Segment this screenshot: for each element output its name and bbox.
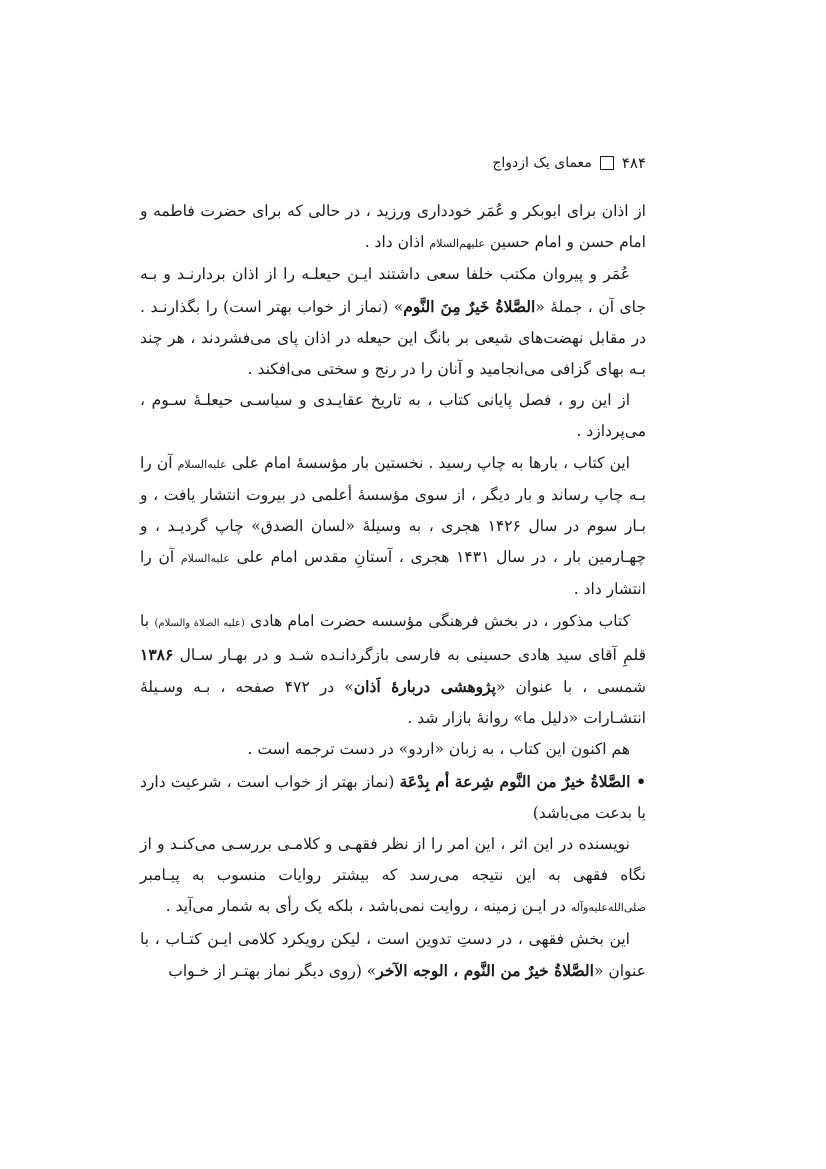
paragraph-p3 [140,385,646,447]
text-run: این کتاب ، بارها به چاپ رسید . نخستین بار مؤسسهٔ امام علی [226,453,630,472]
text-run: » در ۴۷۲ صفحه ، بـه وسـیلهٔ انتشـارات «دلیل ما» روانهٔ بازار شد . [140,678,646,728]
text-run: الصَّلاةُ خيرٌ من النَّوم ، الوجه الآخر [376,960,594,980]
paragraph-p5 [140,606,646,735]
paragraph-p8 [140,829,646,924]
paragraph-p4 [140,448,646,606]
text-run: از اذان برای ابوبکر و عُمَر خودداری ورزید ، در حالی که برای حضرت فاطمه و امام حسن و امام حسین [140,202,646,252]
body-text [140,196,646,987]
paragraph-p9 [140,924,646,987]
running-title: معمای یک ازدواج [492,155,592,171]
text-run: عُمَر و پیروان مکتب خلفا سعی داشتند ایـن حیعلـه را از اذان بردارنـد و بـه جای آن ، جملهٔ « [140,265,646,316]
running-header [140,148,646,178]
text-run: آن را بـه چاپ رساند و بار دیگر ، از سوی مؤسسهٔ أعلمی در بیروت انتشار یافت ، و بـار سوم در سال ۱۴۲۶ هجری ، به وسیلهٔ «لسان الصدق» چاپ گردیـد ، و چهـارمین بار ، در سال ۱۴۳۱ هجری ، آستانِ مقدس امام علی [140,453,646,567]
text-run: صلی‌الله‌علیه‌وآله [570,901,646,915]
text-run: ۱۳۸۶ [140,644,174,664]
text-run: پژوهشی دربارهٔ اَذان [353,677,496,697]
text-run: اذان داد . [364,233,430,252]
text-run: آن را انتشار داد . [140,548,646,599]
text-run: علیهم‌السلام [429,237,485,251]
paragraph-p2 [140,259,646,385]
text-run: با قلمِ آقای سید هادی حسینی به فارسی بازگردانـده شـد و در بهـار سـال [140,611,646,664]
text-run: این بخش فقهی ، در دستِ تدوین است ، لیکن رویکرد کلامی ایـن کتـاب ، با عنوان « [140,929,646,980]
text-run: کتاب مذکور ، در بخش فرهنگی مؤسسه حضرت امام هادی [244,611,630,630]
text-run: هم اکنون این کتاب ، به زبان «اردو» در دست ترجمه است . [247,740,630,759]
text-run: الصَّلاةُ خَيرٌ مِنَ النَّوم [403,296,536,316]
text-run: در ایـن زمینه ، روایت نمی‌باشد ، بلکه یک رأی به شمار می‌آید . [165,897,571,916]
text-run: از این رو ، فصل پایانی کتاب ، به تاریخ عقایـدی و سیاسـی حیعلـهٔ سـوم ، می‌پردازد . [140,391,646,441]
text-run: » (روی دیگر نماز بهتـر از خـواب [168,961,377,980]
paragraph-p7 [140,766,646,829]
square-outline-icon [600,156,614,170]
page-number: ۴۸۴ [621,154,646,172]
paragraph-p1 [140,196,646,259]
text-run: (نماز بهتر از خواب است ، شرعیت دارد یا بدعت می‌باشد) [140,772,646,822]
paragraph-p6 [140,734,646,765]
text-run: (علیه الصلاة والسلام) [154,617,245,629]
text-run: علیه‌السلام [177,457,227,471]
text-run: • الصَّلاةُ خيرٌ من النَّوم شِرعة أم بِدْعَة [399,771,646,791]
text-run: شمسی ، با عنوان « [495,678,646,697]
text-run: نویسنده در این اثر ، این امر را از نظر فقهـی و کلامـی بررسـی می‌کنـد و از نگاه فقهی به این نتیجه می‌رسد که بیشتر روایات منسوب به پیـامبر [140,835,646,885]
text-run: علیه‌السلام [180,552,230,566]
text-run: » (نماز از خواب بهتر است) را بگذارنـد . در مقابل نهضت‌های شیعی بر بانگ این حیعله در اذان پای می‌فشردند ، هر چند بـه بهای گزافی می‌انجامید و آنان را در رنج و سختی می‌افکند . [140,297,646,379]
